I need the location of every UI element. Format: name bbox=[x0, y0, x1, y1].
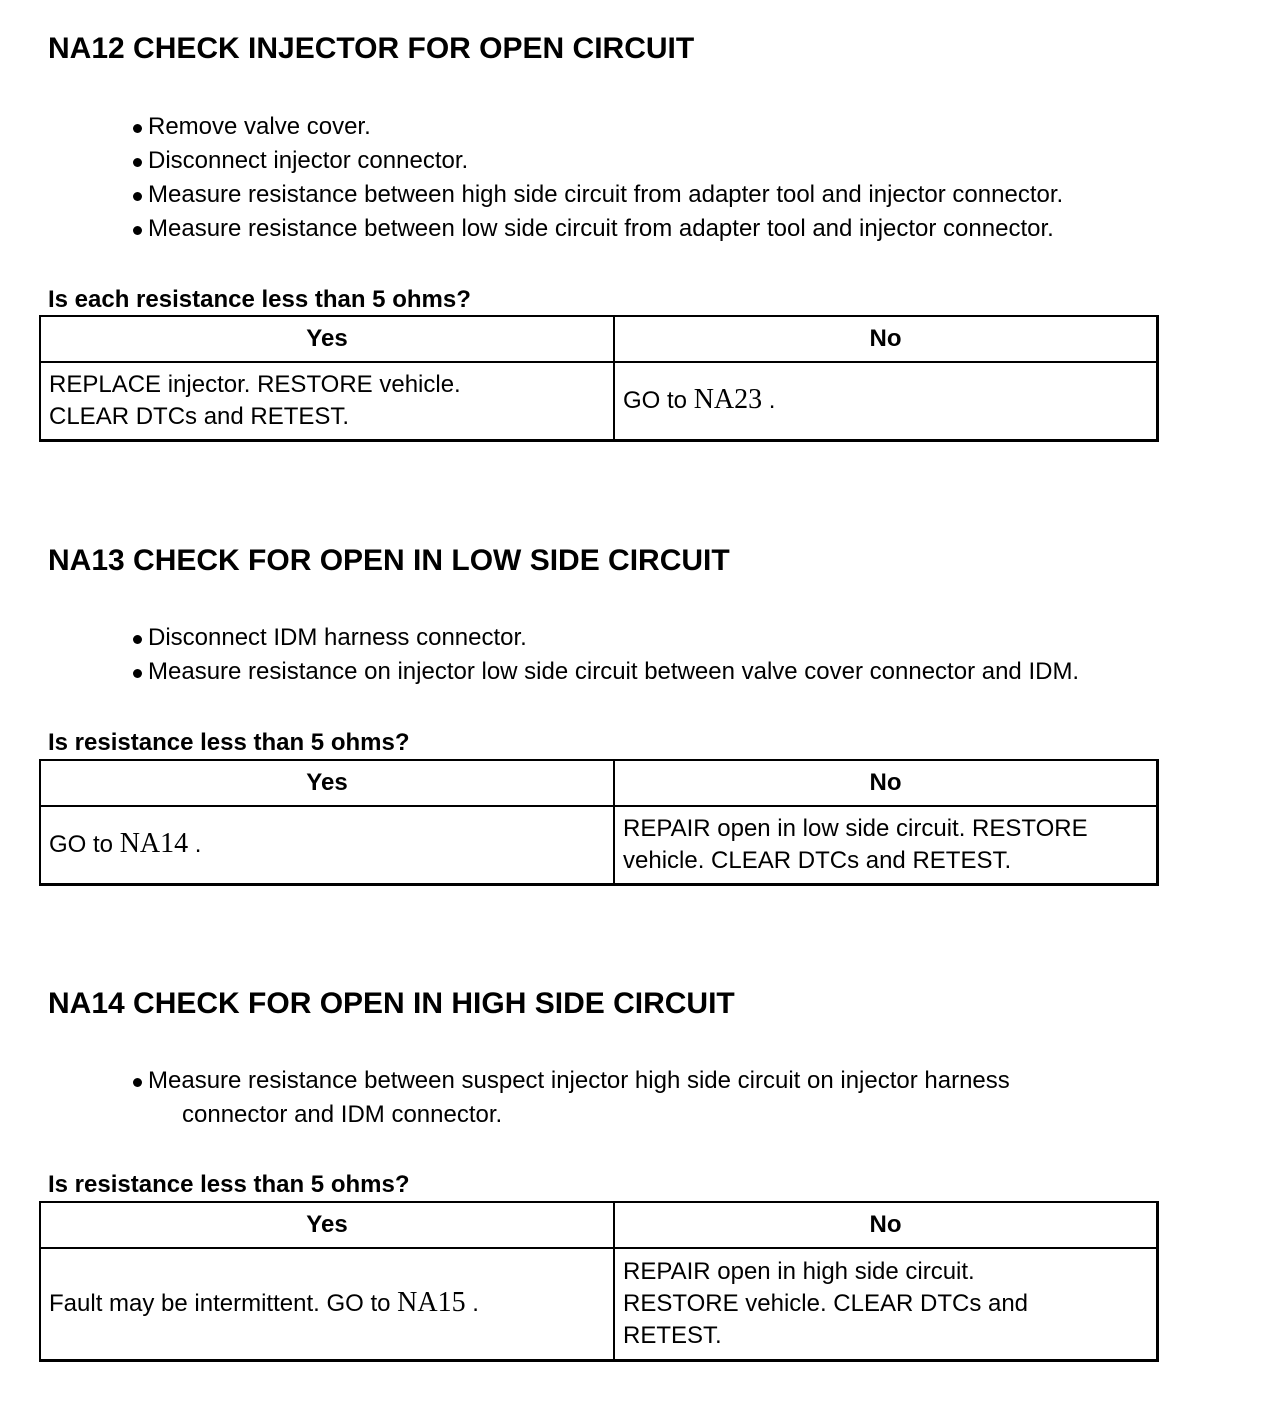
step-reference-link[interactable]: NA23 bbox=[693, 384, 763, 416]
cell-no: GO to NA23 . bbox=[623, 384, 776, 416]
question-na12: Is each resistance less than 5 ohms? bbox=[48, 286, 471, 313]
cell-no: REPAIR open in high side circuit. RESTORE vehicle. CLEAR DTCs and RETEST. bbox=[623, 1257, 1029, 1349]
step-item: Disconnect injector connector. bbox=[130, 144, 1063, 178]
question-na13: Is resistance less than 5 ohms? bbox=[48, 729, 410, 756]
step-reference-link[interactable]: NA14 bbox=[119, 828, 189, 860]
bullet-icon bbox=[133, 192, 142, 201]
steps-list-na13 bbox=[130, 621, 1079, 689]
table-row bbox=[40, 1248, 1158, 1360]
bullet-icon bbox=[133, 669, 142, 678]
decision-table-na12 bbox=[39, 315, 1159, 442]
section-title-na12: NA12 CHECK INJECTOR FOR OPEN CIRCUIT bbox=[48, 32, 695, 65]
table-row bbox=[40, 362, 1158, 440]
bullet-icon bbox=[133, 226, 142, 235]
header-yes: Yes bbox=[40, 1202, 614, 1248]
bullet-icon bbox=[133, 635, 142, 644]
header-yes: Yes bbox=[40, 760, 614, 806]
cell-yes: GO to NA14 . bbox=[40, 806, 614, 884]
step-item: Measure resistance between low side circuit from adapter tool and injector connector. bbox=[130, 212, 1063, 246]
step-item: Measure resistance between suspect injector high side circuit on injector harness connector and IDM connector. bbox=[130, 1064, 1010, 1132]
header-no: No bbox=[614, 316, 1158, 362]
step-reference-link[interactable]: NA15 bbox=[397, 1287, 466, 1319]
bullet-icon bbox=[133, 1078, 142, 1087]
steps-list-na14 bbox=[130, 1064, 1010, 1132]
table-header-row bbox=[40, 1202, 1158, 1248]
table-header-row bbox=[40, 316, 1158, 362]
step-item: Measure resistance on injector low side circuit between valve cover connector and IDM. bbox=[130, 655, 1079, 689]
header-no: No bbox=[614, 760, 1158, 806]
steps-list-na12 bbox=[130, 110, 1063, 246]
step-item: Remove valve cover. bbox=[130, 110, 1063, 144]
section-title-na13: NA13 CHECK FOR OPEN IN LOW SIDE CIRCUIT bbox=[48, 544, 730, 577]
header-no: No bbox=[614, 1202, 1158, 1248]
step-item: Measure resistance between high side circuit from adapter tool and injector connector. bbox=[130, 178, 1063, 212]
table-header-row bbox=[40, 760, 1158, 806]
cell-no: REPAIR open in low side circuit. RESTORE vehicle. CLEAR DTCs and RETEST. bbox=[623, 814, 1088, 874]
bullet-icon bbox=[133, 158, 142, 167]
cell-yes: Fault may be intermittent. GO to NA15 . bbox=[40, 1248, 614, 1360]
step-item: Disconnect IDM harness connector. bbox=[130, 621, 1079, 655]
table-row bbox=[40, 806, 1158, 884]
header-yes: Yes bbox=[40, 316, 614, 362]
decision-table-na13 bbox=[39, 759, 1159, 886]
section-title-na14: NA14 CHECK FOR OPEN IN HIGH SIDE CIRCUIT bbox=[48, 987, 735, 1020]
cell-yes: REPLACE injector. RESTORE vehicle. CLEAR DTCs and RETEST. bbox=[40, 362, 614, 440]
question-na14: Is resistance less than 5 ohms? bbox=[48, 1171, 410, 1198]
decision-table-na14 bbox=[39, 1201, 1159, 1362]
bullet-icon bbox=[133, 124, 142, 133]
